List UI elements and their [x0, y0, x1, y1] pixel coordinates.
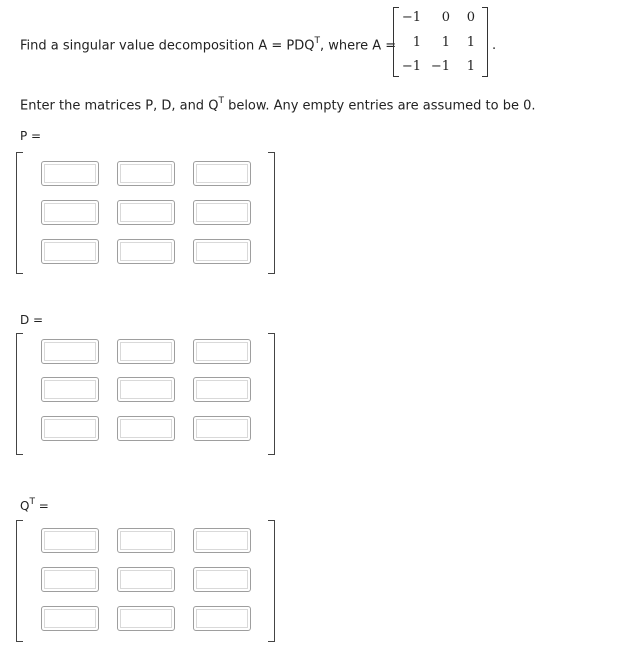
matrix-d-right-bracket — [268, 333, 275, 455]
p-input[interactable] — [117, 161, 175, 186]
label-d: D = — [20, 313, 44, 327]
instruction-sup: T — [218, 96, 224, 106]
matrix-qt-left-bracket — [16, 520, 23, 642]
matrix-a — [393, 7, 488, 77]
qt-input[interactable] — [193, 528, 251, 553]
matrix-p — [16, 152, 275, 274]
qt-input[interactable] — [117, 567, 175, 592]
instruction-text — [20, 97, 536, 113]
matrix-a-cell: −1 — [401, 10, 421, 25]
qt-input[interactable] — [41, 606, 99, 631]
question-text — [20, 37, 396, 53]
matrix-a-cell: 1 — [466, 35, 475, 50]
question-sup: T — [314, 36, 320, 46]
matrix-d-left-bracket — [16, 333, 23, 455]
matrix-a-cell: 0 — [466, 10, 475, 25]
d-input[interactable] — [41, 416, 99, 441]
matrix-d — [16, 333, 275, 455]
matrix-a-cell: −1 — [401, 59, 421, 74]
d-input[interactable] — [117, 339, 175, 364]
p-input[interactable] — [41, 200, 99, 225]
matrix-a-cell: 1 — [412, 35, 421, 50]
matrix-qt — [16, 520, 275, 642]
question-prefix: Find a singular value decomposition A = PDQ — [20, 38, 315, 54]
p-input[interactable] — [41, 239, 99, 264]
qt-input[interactable] — [193, 567, 251, 592]
question-suffix: , where A = — [319, 38, 397, 54]
d-input[interactable] — [41, 339, 99, 364]
label-qt-sup: T — [29, 497, 35, 507]
matrix-a-cell: 1 — [466, 59, 475, 74]
instruction-part2: below. Any empty entries are assumed to be 0. — [223, 98, 536, 114]
qt-input[interactable] — [193, 606, 251, 631]
instruction-part1: Enter the matrices P, D, and Q — [20, 98, 219, 114]
d-input[interactable] — [193, 416, 251, 441]
p-input[interactable] — [41, 161, 99, 186]
label-qt-base: Q — [20, 499, 30, 513]
matrix-a-cell: 1 — [441, 35, 450, 50]
qt-input[interactable] — [117, 606, 175, 631]
label-qt — [20, 498, 49, 513]
label-p: P = — [20, 129, 42, 143]
d-input[interactable] — [41, 377, 99, 402]
matrix-a-cell: 0 — [441, 10, 450, 25]
label-qt-eq: = — [34, 499, 49, 513]
matrix-p-left-bracket — [16, 152, 23, 274]
p-input[interactable] — [193, 161, 251, 186]
qt-input[interactable] — [117, 528, 175, 553]
question-end: . — [492, 38, 497, 53]
d-input[interactable] — [193, 377, 251, 402]
p-input[interactable] — [193, 239, 251, 264]
p-input[interactable] — [117, 200, 175, 225]
d-input[interactable] — [117, 416, 175, 441]
p-input[interactable] — [193, 200, 251, 225]
qt-input[interactable] — [41, 528, 99, 553]
qt-input[interactable] — [41, 567, 99, 592]
d-input[interactable] — [193, 339, 251, 364]
matrix-a-cell: −1 — [430, 59, 450, 74]
matrix-qt-right-bracket — [268, 520, 275, 642]
matrix-p-right-bracket — [268, 152, 275, 274]
p-input[interactable] — [117, 239, 175, 264]
d-input[interactable] — [117, 377, 175, 402]
matrix-a-right-bracket — [482, 7, 488, 77]
